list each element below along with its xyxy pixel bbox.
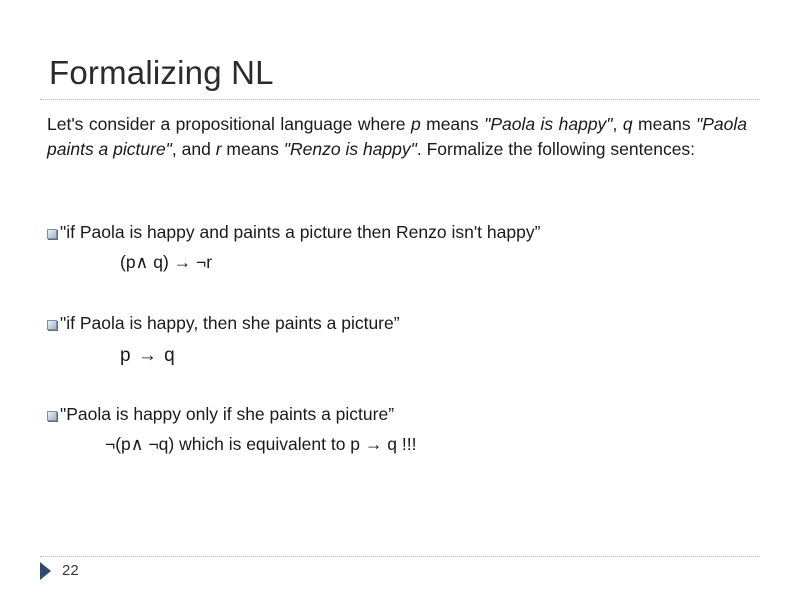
formula-1: (p∧ q) → ¬r [120, 252, 213, 272]
square-bullet-icon [47, 411, 57, 421]
bullet-text-3: "Paola is happy only if she paints a picture” [60, 404, 395, 424]
formula-3: ¬(p∧ ¬q) which is equivalent to p → q !!! [105, 434, 417, 454]
intro-text-3: , [612, 114, 623, 134]
title-divider [40, 99, 760, 100]
page-number: 22 [62, 562, 79, 579]
intro-text-6: means [221, 138, 284, 159]
intro-text-4: means [632, 114, 697, 134]
intro-text-2: means [420, 114, 485, 134]
var-q: q [622, 114, 633, 134]
intro-text-5: , and [171, 138, 216, 159]
var-p: p [410, 114, 421, 134]
triangle-arrow-icon [40, 562, 51, 580]
intro-text-7: . Formalize the following sentences: [416, 138, 696, 159]
intro-text-1: Let's consider a propositional language where [47, 114, 411, 134]
intro-paragraph [47, 112, 747, 161]
bullet-text-1: "if Paola is happy and paints a picture then Renzo isn't happy” [60, 222, 541, 242]
square-bullet-icon [47, 229, 57, 239]
slide-title: Formalizing NL [49, 54, 274, 91]
footer-divider [40, 556, 760, 557]
bullet-item-2 [47, 313, 400, 334]
bullet-item-1 [47, 222, 540, 243]
meaning-p: "Paola is happy" [484, 114, 613, 134]
meaning-q: "Paola paints a picture" [47, 114, 748, 159]
var-r: r [215, 138, 222, 159]
bullet-item-3 [47, 404, 394, 425]
bullet-text-2: "if Paola is happy, then she paints a picture” [60, 313, 400, 333]
meaning-r: "Renzo is happy" [283, 138, 417, 159]
square-bullet-icon [47, 320, 57, 330]
formula-2: p → q [120, 345, 176, 366]
